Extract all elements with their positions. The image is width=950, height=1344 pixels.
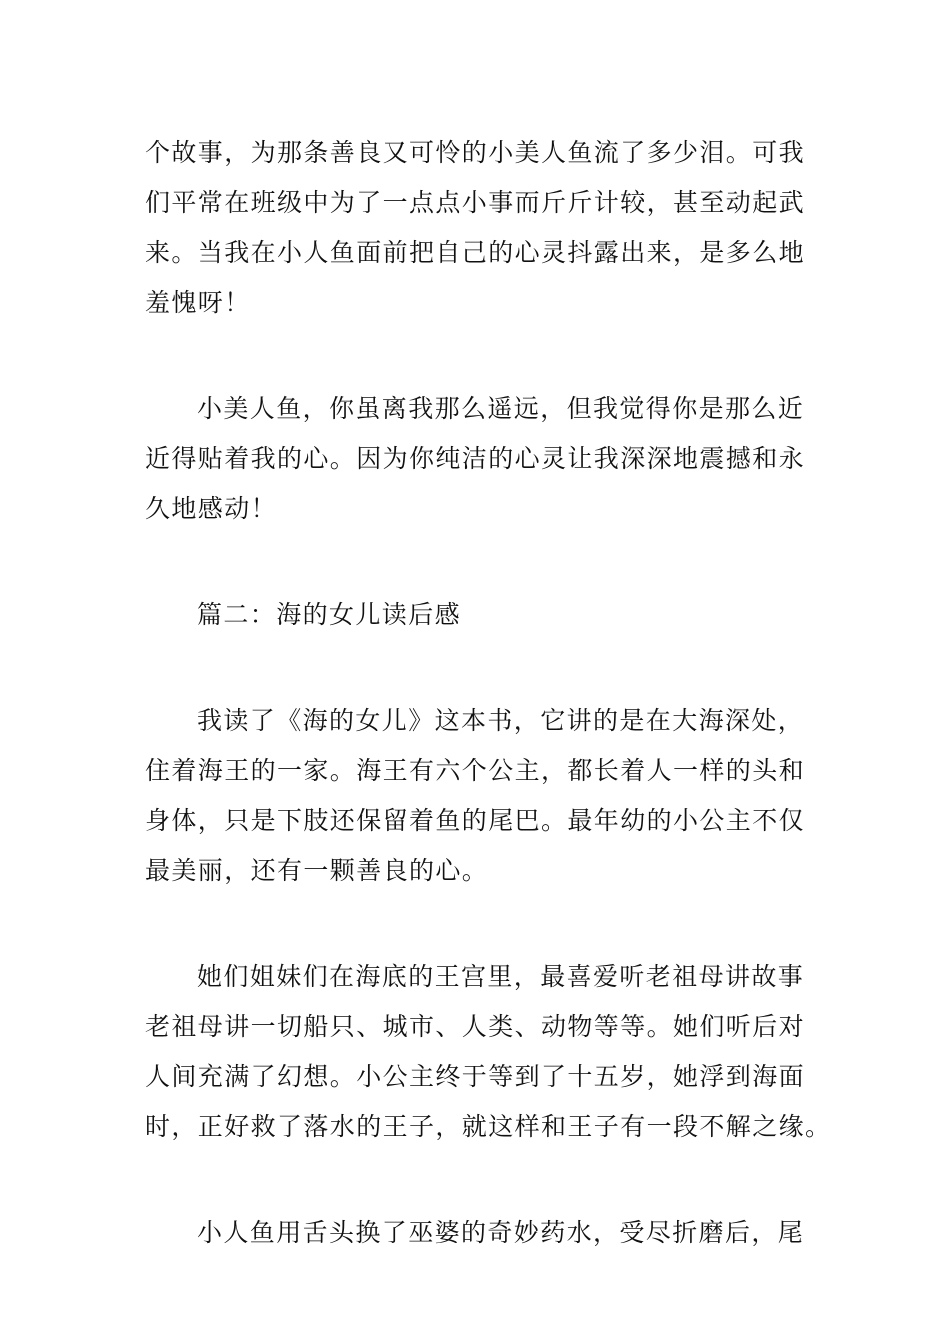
document-page — [145, 128, 832, 1314]
text-line: 人间充满了幻想。小公主终于等到了十五岁，她浮到海面 — [145, 1062, 806, 1091]
text-line: 身体，只是下肢还保留着鱼的尾巴。最年幼的小公主不仅 — [145, 806, 806, 835]
paragraph-2 — [145, 384, 807, 534]
text-line: 她们姐妹们在海底的王宫里，最喜爱听老祖母讲故事 — [197, 962, 805, 991]
paragraph-4 — [145, 952, 832, 1152]
heading-text: 篇二：海的女儿读后感 — [197, 600, 462, 629]
paragraph-5 — [145, 1208, 807, 1258]
paragraph-3 — [145, 696, 807, 896]
text-line: 我读了《海的女儿》这本书，它讲的是在大海深处， — [197, 706, 805, 735]
text-line: 老祖母讲一切船只、城市、人类、动物等等。她们听后对 — [145, 1012, 806, 1041]
text-line: 住着海王的一家。海王有六个公主，都长着人一样的头和 — [145, 756, 806, 785]
section-heading — [145, 590, 807, 640]
text-line: 小人鱼用舌头换了巫婆的奇妙药水，受尽折磨后，尾 — [197, 1218, 805, 1247]
text-line: 来。当我在小人鱼面前把自己的心灵抖露出来，是多么地 — [145, 238, 806, 267]
paragraph-1 — [145, 128, 807, 328]
text-line: 小美人鱼，你虽离我那么遥远，但我觉得你是那么近 — [197, 394, 805, 423]
text-line: 最美丽，还有一颗善良的心。 — [145, 856, 489, 885]
text-line: 近得贴着我的心。因为你纯洁的心灵让我深深地震撼和永 — [145, 444, 806, 473]
text-line: 们平常在班级中为了一点点小事而斤斤计较，甚至动起武 — [145, 188, 806, 217]
text-line: 个故事，为那条善良又可怜的小美人鱼流了多少泪。可我 — [145, 138, 806, 167]
text-line: 时，正好救了落水的王子，就这样和王子有一段不解之缘。 — [145, 1112, 832, 1141]
text-line: 羞愧呀！ — [145, 288, 251, 317]
text-line: 久地感动！ — [145, 494, 278, 523]
